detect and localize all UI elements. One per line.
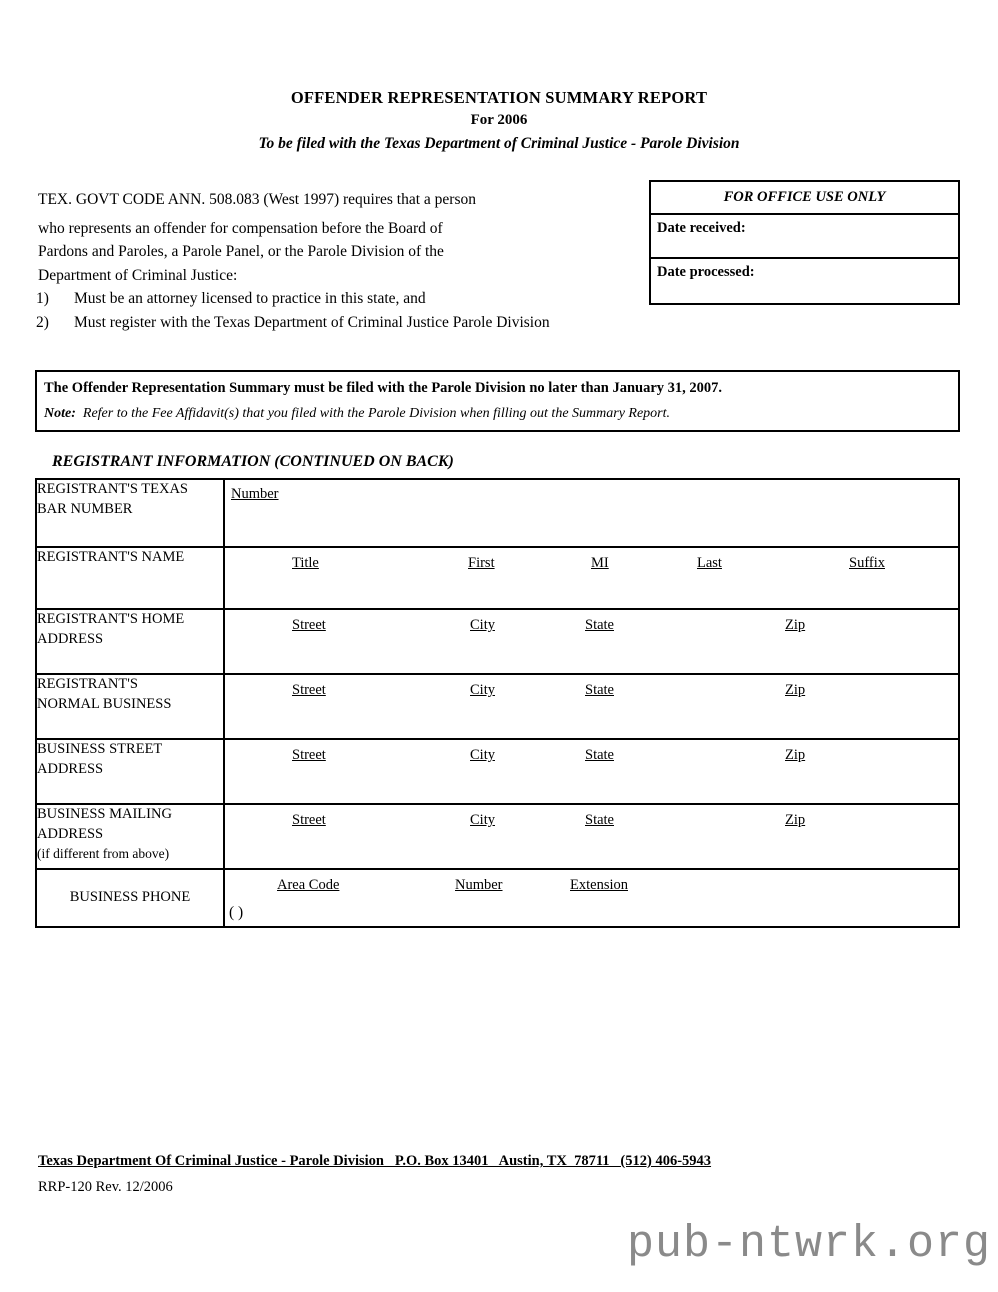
phone-parenthesis-placeholder: ( ) <box>229 904 244 921</box>
office-use-box <box>649 180 960 305</box>
row-label-line: ADDRESS <box>37 825 104 842</box>
field-cell-bar-number[interactable] <box>224 479 959 547</box>
date-received-label: Date received: <box>657 220 746 236</box>
watermark: pub-ntwrk.org <box>627 1219 992 1270</box>
page-subtitle-year: For 2006 <box>470 112 528 128</box>
note-label: Note: <box>44 406 76 421</box>
page-title: OFFENDER REPRESENTATION SUMMARY REPORT <box>290 88 708 107</box>
subfield-label-city: City <box>470 682 495 698</box>
row-label-line: ADDRESS <box>37 760 104 777</box>
office-use-heading: FOR OFFICE USE ONLY <box>651 182 958 215</box>
row-label-line: BAR NUMBER <box>37 500 133 517</box>
row-label-line: REGISTRANT'S TEXAS <box>37 481 188 497</box>
footer-agency-address: Texas Department Of Criminal Justice - Parole Division P.O. Box 13401 Austin, TX 78711 (512) 406-5943 <box>38 1153 712 1169</box>
subfield-label-state: State <box>585 617 614 633</box>
row-label-normal-business <box>36 674 224 739</box>
statute-line-3: Pardons and Paroles, a Parole Panel, or the Parole Division of the <box>38 243 444 260</box>
subfield-label-city: City <box>470 747 495 763</box>
subfield-label-state: State <box>585 747 614 763</box>
statute-requirement-2-number: 2) <box>36 313 49 331</box>
table-row <box>36 479 959 547</box>
subfield-label-number: Number <box>455 877 503 893</box>
subfield-label-zip: Zip <box>785 812 806 828</box>
subfield-label-last: Last <box>697 555 722 571</box>
row-label-line: REGISTRANT'S NAME <box>37 549 185 565</box>
statute-line-1: TEX. GOVT CODE ANN. 508.083 (West 1997) requires that a person <box>38 191 476 208</box>
row-label-line: NORMAL BUSINESS <box>37 695 172 712</box>
footer-form-revision: RRP-120 Rev. 12/2006 <box>38 1179 173 1195</box>
subfield-label-street: Street <box>292 747 326 763</box>
subfield-label-zip: Zip <box>785 747 806 763</box>
row-label-home-address <box>36 609 224 674</box>
subfield-label-city: City <box>470 812 495 828</box>
field-cell-business-mailing-address[interactable] <box>224 804 959 869</box>
filing-deadline-notice <box>35 370 960 432</box>
statute-requirement-1 <box>36 287 618 311</box>
field-cell-home-address[interactable] <box>224 609 959 674</box>
date-processed-field[interactable] <box>651 259 958 303</box>
table-row <box>36 609 959 674</box>
row-label-line: BUSINESS STREET <box>37 741 163 757</box>
field-cell-business-phone[interactable] <box>224 869 959 927</box>
row-label-business-phone <box>36 869 224 927</box>
statute-paragraph <box>38 188 618 334</box>
statute-requirement-2-text: Must register with the Texas Department of Criminal Justice Parole Division <box>74 313 550 331</box>
subfield-label-city: City <box>470 617 495 633</box>
subfield-label-suffix: Suffix <box>849 555 885 571</box>
row-label-line: BUSINESS MAILING <box>37 806 172 822</box>
subfield-label-mi: MI <box>591 555 609 571</box>
date-processed-label: Date processed: <box>657 264 755 280</box>
subfield-label-area-code: Area Code <box>277 877 340 893</box>
subfield-label-state: State <box>585 682 614 698</box>
table-row <box>36 804 959 869</box>
row-label-line: REGISTRANT'S HOME <box>37 611 185 627</box>
row-label-note: (if different from above) <box>37 846 170 861</box>
statute-requirement-2 <box>36 311 618 335</box>
statute-line-2: who represents an offender for compensation before the Board of <box>38 219 443 237</box>
subfield-label-street: Street <box>292 682 326 698</box>
filing-instruction: To be filed with the Texas Department of Criminal Justice - Parole Division <box>258 135 740 152</box>
row-label-business-mailing-address <box>36 804 224 869</box>
subfield-label-zip: Zip <box>785 682 806 698</box>
row-label-business-street-address <box>36 739 224 804</box>
registrant-information-heading: REGISTRANT INFORMATION (CONTINUED ON BACK) <box>52 453 454 470</box>
subfield-label-title: Title <box>292 555 319 571</box>
field-cell-normal-business[interactable] <box>224 674 959 739</box>
subfield-label-extension: Extension <box>570 877 628 893</box>
subfield-label-number: Number <box>231 486 279 502</box>
deadline-text: The Offender Representation Summary must be filed with the Parole Division no later than January 31, 2007. <box>44 380 723 396</box>
statute-line-4: Department of Criminal Justice: <box>38 266 238 284</box>
field-cell-registrant-name[interactable] <box>224 547 959 609</box>
date-received-field[interactable] <box>651 215 958 259</box>
table-row <box>36 869 959 927</box>
subfield-label-zip: Zip <box>785 617 806 633</box>
row-label-line: REGISTRANT'S <box>37 676 138 692</box>
table-row <box>36 739 959 804</box>
table-row <box>36 547 959 609</box>
row-label-line: BUSINESS PHONE <box>69 889 191 906</box>
statute-requirement-1-number: 1) <box>36 290 49 307</box>
note-body: Refer to the Fee Affidavit(s) that you filed with the Parole Division when filling out the Summary Report. <box>82 406 671 421</box>
statute-requirement-1-text: Must be an attorney licensed to practice in this state, and <box>74 290 426 307</box>
row-label-registrant-name <box>36 547 224 609</box>
row-label-line: ADDRESS <box>37 630 104 647</box>
subfield-label-first: First <box>468 555 495 571</box>
subfield-label-street: Street <box>292 617 326 633</box>
registrant-information-table <box>35 478 960 928</box>
table-row <box>36 674 959 739</box>
row-label-bar-number <box>36 479 224 547</box>
subfield-label-state: State <box>585 812 614 828</box>
note-text-row <box>44 404 951 423</box>
field-cell-business-street-address[interactable] <box>224 739 959 804</box>
subfield-label-street: Street <box>292 812 326 828</box>
